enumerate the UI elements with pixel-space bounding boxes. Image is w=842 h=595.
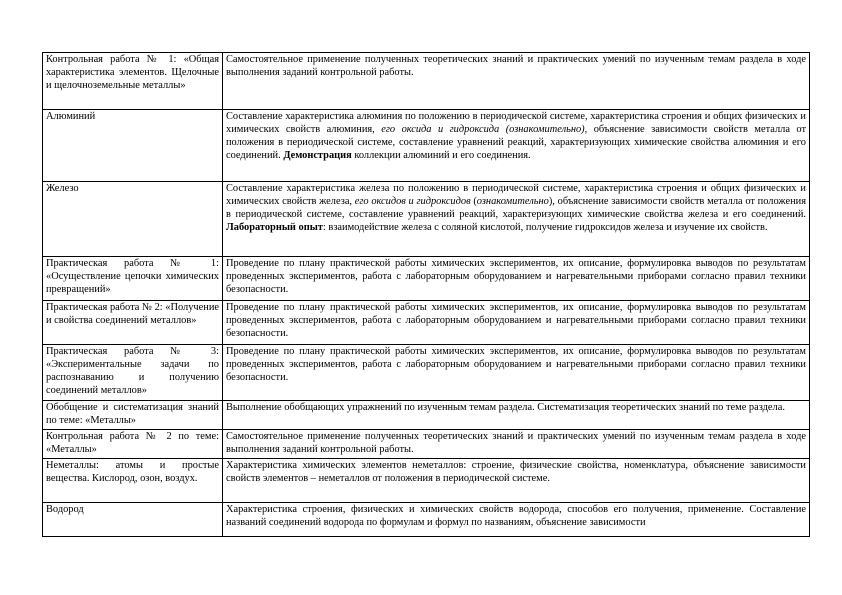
- description-bold: Лабораторный опыт: [226, 222, 323, 233]
- description-cell: Самостоятельное применение полученных теоретических знаний и практических умений по изученным темам раздела в ходе выполнения заданий контрольной работы.: [223, 53, 810, 110]
- description-cell: Самостоятельное применение полученных теоретических знаний и практических умений по изученным темам раздела в ходе выполнения заданий контрольной работы.: [223, 430, 810, 459]
- description-cell: Характеристика химических элементов неметаллов: строение, физические свойства, номенклатура, объяснение зависимости свойств элементов – неметаллов от положения в периодической системе.: [223, 459, 810, 503]
- table-row: [43, 503, 810, 537]
- topic-cell: Неметаллы: атомы и простые вещества. Кислород, озон, воздух.: [43, 459, 223, 503]
- topic-cell: Контрольная работа № 2 по теме: «Металлы»: [43, 430, 223, 459]
- table-row: [43, 430, 810, 459]
- topic-cell: Алюминий: [43, 110, 223, 182]
- topic-cell: Контрольная работа № 1: «Общая характеристика элементов. Щелочные и щелочноземельные металлы»: [43, 53, 223, 110]
- table-row: [43, 459, 810, 503]
- description-text: коллекции алюминий и его соединения.: [351, 150, 531, 161]
- description-cell: [223, 110, 810, 182]
- description-cell: [223, 182, 810, 257]
- description-cell: Выполнение обобщающих упражнений по изученным темам раздела. Систематизация теоретических знаний по теме раздела.: [223, 401, 810, 430]
- description-text: ), объяснение зависимости свойств металла от положения в периодической системе, составление уравнений реакций, характеризующих химические свойства железа и его соединений.: [226, 196, 806, 220]
- topic-cell: Практическая работа № 2: «Получение и свойства соединений металлов»: [43, 301, 223, 345]
- description-cell: Проведение по плану практической работы химических экспериментов, их описание, формулировка выводов по результатам проведенных экспериментов, работа с лабораторным оборудованием и нагревательными приборами согласно правил техники безопасности.: [223, 257, 810, 301]
- curriculum-table: [42, 52, 810, 537]
- description-text: Составление характеристика железа по положению в периодической системе, характеристика строения и общих физических и химических свойств железа,: [226, 183, 806, 207]
- description-italic: его оксидов и гидроксидов: [354, 196, 471, 207]
- table-row: [43, 345, 810, 401]
- description-italic: ознакомительно: [476, 196, 549, 207]
- topic-cell: Практическая работа № 3: «Экспериментальные задачи по распознаванию и получению соединений металлов»: [43, 345, 223, 401]
- table-row: [43, 257, 810, 301]
- table-row: [43, 53, 810, 110]
- table-row: [43, 110, 810, 182]
- description-text: Составление характеристика алюминия по положению в периодической системе, характеристика строения и общих физических и химических свойств алюминия,: [226, 111, 806, 135]
- description-cell: Проведение по плану практической работы химических экспериментов, их описание, формулировка выводов по результатам проведенных экспериментов, работа с лабораторным оборудованием и нагревательными приборами согласно правил техники безопасности.: [223, 345, 810, 401]
- description-text: (: [470, 196, 477, 207]
- table-row: [43, 301, 810, 345]
- description-cell: Характеристика строения, физических и химических свойств водорода, способов его получения, применение. Составление названий соединений водорода по формулам и формул по названиям, объяснение зависимости: [223, 503, 810, 537]
- description-bold: Демонстрация: [283, 150, 352, 161]
- topic-cell: Обобщение и систематизация знаний по теме: «Металлы»: [43, 401, 223, 430]
- description-cell: Проведение по плану практической работы химических экспериментов, их описание, формулировка выводов по результатам проведенных экспериментов, работа с лабораторным оборудованием и нагревательными приборами согласно правил техники безопасности.: [223, 301, 810, 345]
- table-row: [43, 182, 810, 257]
- description-italic: его оксида и гидроксида (ознакомительно): [381, 124, 585, 135]
- topic-cell: Водород: [43, 503, 223, 537]
- description-text: : взаимодействие железа с соляной кислотой, получение гидроксидов железа и изучение их свойств.: [322, 222, 768, 233]
- topic-cell: Железо: [43, 182, 223, 257]
- table-row: [43, 401, 810, 430]
- topic-cell: Практическая работа № 1: «Осуществление цепочки химических превращений»: [43, 257, 223, 301]
- description-text: , объяснение зависимости свойств металла от положения в периодической системе, составление уравнений реакций, характеризующих химические свойства алюминия и его соединений.: [226, 124, 806, 161]
